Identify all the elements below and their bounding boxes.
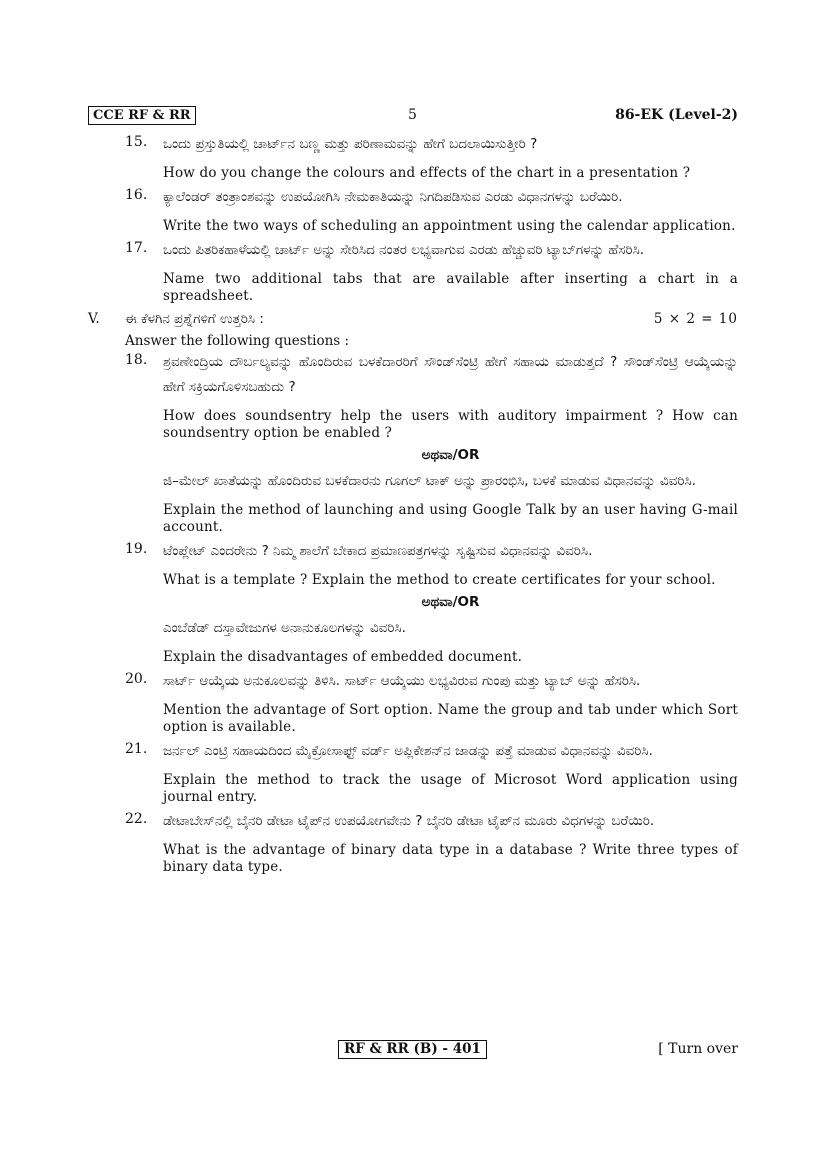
question-number: 18. <box>125 352 148 368</box>
question-text-kannada: ಒಂದು ಪ್ರಸ್ತುತಿಯಲ್ಲಿ ಚಾರ್ಟ್‌ನ ಬಣ್ಣ ಮತ್ತು ಪರಿಣಾಮವನ್ನು ಹೇಗೆ ಬದಲಾಯಿಸುತ್ತೀರಿ ? <box>163 136 538 152</box>
question-text-kannada: ಶ್ರವಣೇಂದ್ರಿಯ ದೌರ್ಬಲ್ಯವನ್ನು ಹೊಂದಿರುವ ಬಳಕೆದಾರರಿಗೆ ಸೌಂಡ್‌ಸೆಂಟ್ರಿ ಹೇಗೆ ಸಹಾಯ ಮಾಡುತ್ತದೆ ? ಸೌಂಡ್‌ಸೆಂಟ್ರಿ ಆಯ್ಕೆಯನ್ನು ಹೇಗೆ ಸಕ್ರಿಯಗೊಳಿಸಬಹುದು ? <box>163 354 738 395</box>
question-17 <box>88 238 738 305</box>
section-instruction-kannada: ಈ ಕೆಳಗಿನ ಪ್ರಶ್ನೆಗಳಿಗೆ ಉತ್ತರಿಸಿ : <box>125 311 264 327</box>
question-text-english: Explain the method to track the usage of Microsot Word application using journal entry. <box>163 772 738 805</box>
question-16 <box>88 185 738 235</box>
question-number: 17. <box>125 240 148 256</box>
or-divider: ಅಥವಾ/OR <box>421 447 480 463</box>
question-number: 22. <box>125 811 148 827</box>
question-text-kannada: ಸಾರ್ಟ್ ಆಯ್ಕೆಯ ಅನುಕೂಲವನ್ನು ತಿಳಿಸಿ. ಸಾರ್ಟ್ ಆಯ್ಕೆಯು ಲಭ್ಯವಿರುವ ಗುಂಪು ಮತ್ತು ಟ್ಯಾಬ್ ಅನ್ನು ಹೆಸರಿಸಿ. <box>163 673 641 689</box>
page-footer <box>88 1040 738 1062</box>
section-marks: 5 × 2 = 10 <box>653 311 738 327</box>
question-text-kannada: ಜಿ–ಮೇಲ್ ಖಾತೆಯನ್ನು ಹೊಂದಿರುವ ಬಳಕೆದಾರನು ಗೂಗಲ್ ಟಾಕ್ ಅನ್ನು ಪ್ರಾರಂಭಿಸಿ, ಬಳಕೆ ಮಾಡುವ ವಿಧಾನವನ್ನು ವಿವರಿಸಿ. <box>163 473 696 489</box>
section-heading <box>88 308 738 332</box>
question-text-kannada: ಕ್ಯಾಲೆಂಡರ್ ತಂತ್ರಾಂಶವನ್ನು ಉಪಯೋಗಿಸಿ ನೇಮಕಾತಿಯನ್ನು ನಿಗದಿಪಡಿಸುವ ಎರಡು ವಿಧಾನಗಳನ್ನು ಬರೆಯಿರಿ. <box>163 189 623 205</box>
question-number: 20. <box>125 671 148 687</box>
question-19 <box>88 539 738 589</box>
turn-over-label: [ Turn over <box>658 1041 738 1057</box>
question-text-english: Name two additional tabs that are available after inserting a chart in a spreadsheet. <box>163 271 738 304</box>
section-number: V. <box>88 311 100 327</box>
question-text-kannada: ಡೇಟಾಬೇಸ್‌ನಲ್ಲಿ ಬೈನರಿ ಡೇಟಾ ಟೈಪ್‌ನ ಉಪಯೋಗವೇನು ? ಬೈನರಿ ಡೇಟಾ ಟೈಪ್‌ನ ಮೂರು ವಿಧಗಳನ್ನು ಬರೆಯಿರಿ. <box>163 813 655 829</box>
question-text-english: Write the two ways of scheduling an appointment using the calendar application. <box>163 218 736 234</box>
question-number: 15. <box>125 134 148 150</box>
question-20 <box>88 669 738 736</box>
or-divider: ಅಥವಾ/OR <box>421 594 480 610</box>
page-header <box>88 106 738 126</box>
question-text-kannada: ಎಂಬೆಡೆಡ್ ದಸ್ತಾವೇಜುಗಳ ಅನಾನುಕೂಲಗಳನ್ನು ವಿವರಿಸಿ. <box>163 620 406 636</box>
question-text-kannada: ಟೆಂಪ್ಲೇಟ್ ಎಂದರೇನು ? ನಿಮ್ಮ ಶಾಲೆಗೆ ಬೇಕಾದ ಪ್ರಮಾಣಪತ್ರಗಳನ್ನು ಸೃಷ್ಟಿಸುವ ವಿಧಾನವನ್ನು ವಿವರಿಸಿ. <box>163 543 593 559</box>
footer-paper-code: RF & RR (B) - 401 <box>338 1040 487 1059</box>
question-number: 21. <box>125 741 148 757</box>
question-text-kannada: ಜರ್ನಲ್ ಎಂಟ್ರಿ ಸಹಾಯದಿಂದ ಮೈಕ್ರೋಸಾಫ್ಟ್ ವರ್ಡ್ ಅಪ್ಲಿಕೇಶನ್‌ನ ಜಾಡನ್ನು ಪತ್ತೆ ಮಾಡುವ ವಿಧಾನವನ್ನು ವಿವರಿಸಿ. <box>163 743 653 759</box>
question-text-english: What is a template ? Explain the method to create certificates for your school. <box>163 572 716 588</box>
question-number: 16. <box>125 187 148 203</box>
section-instruction-english: Answer the following questions : <box>125 333 350 349</box>
question-text-english: Explain the method of launching and using Google Talk by an user having G-mail account. <box>163 502 738 535</box>
question-text-english: How does soundsentry help the users with auditory impairment ? How can soundsentry option be enabled ? <box>163 408 738 441</box>
question-text-english: Mention the advantage of Sort option. Name the group and tab under which Sort option is available. <box>163 702 738 735</box>
question-18-alternative <box>88 469 738 536</box>
question-21 <box>88 739 738 806</box>
exam-board-label: CCE RF & RR <box>88 106 196 125</box>
question-number: 19. <box>125 541 148 557</box>
paper-code: 86-EK (Level-2) <box>615 107 738 123</box>
question-text-kannada: ಒಂದು ಪಿತರಿಕಹಾಳೆಯಲ್ಲಿ ಚಾರ್ಟ್ ಅನ್ನು ಸೇರಿಸಿದ ನಂತರ ಲಭ್ಯವಾಗುವ ಎರಡು ಹೆಚ್ಚುವರಿ ಟ್ಯಾಬ್‌ಗಳನ್ನು ಹೆಸರಿಸಿ. <box>163 242 645 258</box>
question-22 <box>88 809 738 876</box>
question-18 <box>88 350 738 442</box>
question-text-english: What is the advantage of binary data type in a database ? Write three types of binary data type. <box>163 842 738 875</box>
questions-body <box>88 132 738 879</box>
question-text-english: How do you change the colours and effects of the chart in a presentation ? <box>163 165 691 181</box>
question-19-alternative <box>88 616 738 666</box>
question-text-english: Explain the disadvantages of embedded document. <box>163 649 523 665</box>
question-15 <box>88 132 738 182</box>
page-number: 5 <box>408 107 417 123</box>
